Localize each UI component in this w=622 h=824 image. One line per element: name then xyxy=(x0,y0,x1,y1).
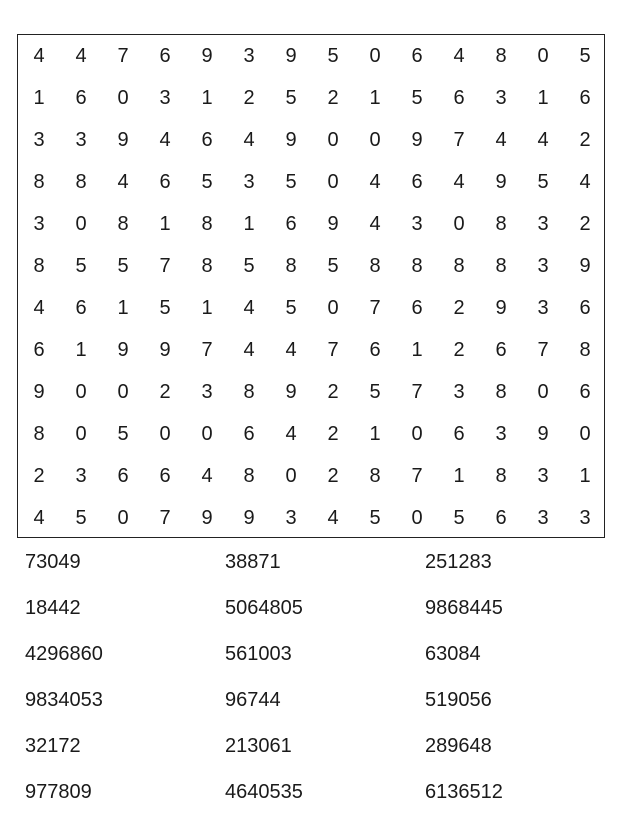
grid-cell[interactable]: 0 xyxy=(117,87,129,109)
grid-cell[interactable]: 0 xyxy=(579,423,591,445)
grid-cell[interactable]: 5 xyxy=(369,507,381,529)
grid-cell[interactable]: 0 xyxy=(411,507,423,529)
grid-cell[interactable]: 5 xyxy=(285,297,297,319)
word-list-item: 18442 xyxy=(25,597,81,619)
grid-cell[interactable]: 6 xyxy=(117,465,129,487)
grid-cell[interactable]: 4 xyxy=(369,171,381,193)
grid-cell[interactable]: 9 xyxy=(159,339,171,361)
grid-cell[interactable]: 1 xyxy=(453,465,465,487)
grid-cell[interactable]: 1 xyxy=(369,423,381,445)
grid-cell[interactable]: 6 xyxy=(411,45,423,67)
grid-cell[interactable]: 6 xyxy=(453,423,465,445)
grid-cell[interactable]: 1 xyxy=(117,297,129,319)
number-list xyxy=(25,548,605,824)
grid-cell[interactable]: 8 xyxy=(495,255,507,277)
grid-cell[interactable]: 4 xyxy=(33,297,45,319)
grid-cell[interactable]: 2 xyxy=(327,87,339,109)
grid-cell[interactable]: 5 xyxy=(201,171,213,193)
grid-cell[interactable]: 5 xyxy=(327,45,339,67)
grid-cell[interactable]: 2 xyxy=(453,339,465,361)
grid-cell[interactable]: 8 xyxy=(453,255,465,277)
grid-cell[interactable]: 9 xyxy=(327,213,339,235)
grid-cell[interactable]: 6 xyxy=(159,465,171,487)
grid-cell[interactable]: 9 xyxy=(201,45,213,67)
grid-cell[interactable]: 8 xyxy=(75,171,87,193)
grid-cell[interactable]: 7 xyxy=(453,129,465,151)
grid-cell[interactable]: 4 xyxy=(285,423,297,445)
grid-cell[interactable]: 8 xyxy=(495,381,507,403)
grid-cell[interactable]: 4 xyxy=(537,129,549,151)
word-list-item: 73049 xyxy=(25,551,81,573)
grid-cell[interactable]: 2 xyxy=(327,465,339,487)
grid-cell[interactable]: 3 xyxy=(75,465,87,487)
grid-cell[interactable]: 6 xyxy=(75,87,87,109)
grid-cell[interactable]: 4 xyxy=(117,171,129,193)
word-list-item: 289648 xyxy=(425,735,492,757)
word-list-item: 9868445 xyxy=(425,597,503,619)
grid-cell[interactable]: 2 xyxy=(579,129,591,151)
grid-cell[interactable]: 6 xyxy=(243,423,255,445)
grid-cell[interactable]: 4 xyxy=(369,213,381,235)
grid-cell[interactable]: 6 xyxy=(579,297,591,319)
grid-cell[interactable]: 8 xyxy=(33,171,45,193)
grid-cell[interactable]: 8 xyxy=(201,213,213,235)
grid-cell[interactable]: 9 xyxy=(117,339,129,361)
grid-cell[interactable]: 9 xyxy=(285,45,297,67)
grid-cell[interactable]: 6 xyxy=(495,339,507,361)
grid-cell[interactable]: 1 xyxy=(579,465,591,487)
word-list-item: 6136512 xyxy=(425,781,503,803)
grid-cell[interactable]: 9 xyxy=(495,171,507,193)
grid-cell[interactable]: 1 xyxy=(537,87,549,109)
grid-cell[interactable]: 3 xyxy=(243,171,255,193)
grid-cell[interactable]: 0 xyxy=(537,381,549,403)
grid-cell[interactable]: 8 xyxy=(33,255,45,277)
word-list-item: 5064805 xyxy=(225,597,303,619)
grid-cell[interactable]: 0 xyxy=(327,171,339,193)
grid-cell[interactable]: 9 xyxy=(495,297,507,319)
grid-cell[interactable]: 6 xyxy=(285,213,297,235)
word-list-item: 213061 xyxy=(225,735,292,757)
grid-cell[interactable]: 7 xyxy=(537,339,549,361)
grid-cell[interactable]: 5 xyxy=(285,87,297,109)
grid-cell[interactable]: 4 xyxy=(495,129,507,151)
grid-cell[interactable]: 5 xyxy=(159,297,171,319)
grid-cell[interactable]: 3 xyxy=(75,129,87,151)
word-list-item: 9834053 xyxy=(25,689,103,711)
grid-cell[interactable]: 5 xyxy=(453,507,465,529)
grid-cell[interactable]: 8 xyxy=(495,213,507,235)
grid-cell[interactable]: 3 xyxy=(495,87,507,109)
grid-cell[interactable]: 9 xyxy=(285,129,297,151)
grid-cell[interactable]: 8 xyxy=(117,213,129,235)
grid-cell[interactable]: 3 xyxy=(243,45,255,67)
grid-cell[interactable]: 6 xyxy=(33,339,45,361)
grid-cell[interactable]: 3 xyxy=(495,423,507,445)
grid-cell[interactable]: 4 xyxy=(201,465,213,487)
grid-cell[interactable]: 6 xyxy=(369,339,381,361)
grid-cell[interactable]: 7 xyxy=(369,297,381,319)
number-search-grid xyxy=(17,34,605,538)
grid-cell[interactable]: 1 xyxy=(243,213,255,235)
grid-cell[interactable]: 0 xyxy=(117,381,129,403)
grid-cell[interactable]: 8 xyxy=(201,255,213,277)
grid-cell[interactable]: 4 xyxy=(453,45,465,67)
grid-cell[interactable]: 7 xyxy=(159,507,171,529)
grid-cell[interactable]: 9 xyxy=(537,423,549,445)
grid-cell[interactable]: 9 xyxy=(579,255,591,277)
grid-cell[interactable]: 8 xyxy=(285,255,297,277)
word-list-item: 251283 xyxy=(425,551,492,573)
grid-cell[interactable]: 6 xyxy=(201,129,213,151)
grid-cell[interactable]: 4 xyxy=(33,45,45,67)
grid-cell[interactable]: 0 xyxy=(75,381,87,403)
grid-cell[interactable]: 3 xyxy=(537,255,549,277)
grid-cell[interactable]: 6 xyxy=(411,297,423,319)
word-list-item: 519056 xyxy=(425,689,492,711)
grid-cell[interactable]: 2 xyxy=(453,297,465,319)
grid-cell[interactable]: 9 xyxy=(201,507,213,529)
grid-cell[interactable]: 1 xyxy=(159,213,171,235)
grid-cell[interactable]: 1 xyxy=(369,87,381,109)
grid-cell[interactable]: 3 xyxy=(201,381,213,403)
grid-cell[interactable]: 0 xyxy=(285,465,297,487)
grid-cell[interactable]: 2 xyxy=(159,381,171,403)
grid-cell[interactable]: 2 xyxy=(327,381,339,403)
grid-cell[interactable]: 0 xyxy=(75,213,87,235)
grid-cell[interactable]: 3 xyxy=(453,381,465,403)
grid-cell[interactable]: 0 xyxy=(75,423,87,445)
grid-cell[interactable]: 8 xyxy=(33,423,45,445)
grid-cell[interactable]: 5 xyxy=(369,381,381,403)
grid-cell[interactable]: 3 xyxy=(537,465,549,487)
grid-cell[interactable]: 6 xyxy=(579,381,591,403)
grid-cell[interactable]: 5 xyxy=(75,507,87,529)
grid-cell[interactable]: 0 xyxy=(369,45,381,67)
grid-cell[interactable]: 8 xyxy=(495,465,507,487)
grid-cell[interactable]: 7 xyxy=(327,339,339,361)
grid-cell[interactable]: 2 xyxy=(33,465,45,487)
grid-cell[interactable]: 8 xyxy=(411,255,423,277)
grid-cell[interactable]: 1 xyxy=(201,87,213,109)
word-list-item: 63084 xyxy=(425,643,481,665)
grid-cell[interactable]: 3 xyxy=(33,213,45,235)
grid-cell[interactable]: 8 xyxy=(243,381,255,403)
grid-cell[interactable]: 4 xyxy=(243,129,255,151)
word-list-item: 4640535 xyxy=(225,781,303,803)
grid-cell[interactable]: 7 xyxy=(159,255,171,277)
grid-cell[interactable]: 7 xyxy=(411,465,423,487)
grid-cell[interactable]: 5 xyxy=(411,87,423,109)
grid-cell[interactable]: 1 xyxy=(201,297,213,319)
grid-cell[interactable]: 9 xyxy=(117,129,129,151)
grid-cell[interactable]: 8 xyxy=(243,465,255,487)
grid-cell[interactable]: 0 xyxy=(159,423,171,445)
grid-cell[interactable]: 4 xyxy=(453,171,465,193)
grid-cell[interactable]: 8 xyxy=(369,465,381,487)
grid-cell[interactable]: 4 xyxy=(579,171,591,193)
grid-cell[interactable]: 2 xyxy=(243,87,255,109)
grid-cell[interactable]: 2 xyxy=(579,213,591,235)
grid-cell[interactable]: 8 xyxy=(369,255,381,277)
grid-cell[interactable]: 8 xyxy=(495,45,507,67)
grid-cell[interactable]: 0 xyxy=(453,213,465,235)
grid-cell[interactable]: 4 xyxy=(159,129,171,151)
grid-cell[interactable]: 6 xyxy=(159,45,171,67)
word-list-item: 561003 xyxy=(225,643,292,665)
grid-cell[interactable]: 1 xyxy=(411,339,423,361)
grid-cell[interactable]: 3 xyxy=(537,297,549,319)
grid-cell[interactable]: 3 xyxy=(537,507,549,529)
grid-cell[interactable]: 7 xyxy=(117,45,129,67)
grid-cell[interactable]: 6 xyxy=(75,297,87,319)
word-list-item: 96744 xyxy=(225,689,281,711)
grid-cell[interactable]: 4 xyxy=(327,507,339,529)
grid-cell[interactable]: 6 xyxy=(453,87,465,109)
grid-cell[interactable]: 5 xyxy=(327,255,339,277)
grid-cell[interactable]: 7 xyxy=(201,339,213,361)
grid-cell[interactable]: 0 xyxy=(537,45,549,67)
grid-cell[interactable]: 0 xyxy=(327,129,339,151)
grid-cell[interactable]: 3 xyxy=(33,129,45,151)
grid-cell[interactable]: 4 xyxy=(285,339,297,361)
grid-cell[interactable]: 3 xyxy=(579,507,591,529)
grid-cell[interactable]: 7 xyxy=(411,381,423,403)
grid-cell[interactable]: 0 xyxy=(411,423,423,445)
grid-cell[interactable]: 1 xyxy=(75,339,87,361)
grid-cell[interactable]: 1 xyxy=(33,87,45,109)
grid-cell[interactable]: 6 xyxy=(159,171,171,193)
grid-cell[interactable]: 3 xyxy=(285,507,297,529)
grid-cell[interactable]: 0 xyxy=(369,129,381,151)
grid-cell[interactable]: 5 xyxy=(243,255,255,277)
word-list-item: 38871 xyxy=(225,551,281,573)
grid-cell[interactable]: 6 xyxy=(579,87,591,109)
grid-cell[interactable]: 6 xyxy=(495,507,507,529)
grid-cell[interactable]: 5 xyxy=(537,171,549,193)
grid-cell[interactable]: 6 xyxy=(411,171,423,193)
grid-cell[interactable]: 5 xyxy=(579,45,591,67)
grid-cell[interactable]: 4 xyxy=(75,45,87,67)
word-list-item: 4296860 xyxy=(25,643,103,665)
grid-cell[interactable]: 0 xyxy=(327,297,339,319)
grid-cell[interactable]: 3 xyxy=(537,213,549,235)
grid-cell[interactable]: 3 xyxy=(159,87,171,109)
grid-cell[interactable]: 5 xyxy=(75,255,87,277)
grid-cell[interactable]: 9 xyxy=(411,129,423,151)
grid-cell[interactable]: 4 xyxy=(243,339,255,361)
grid-cell[interactable]: 3 xyxy=(411,213,423,235)
grid-cell[interactable]: 5 xyxy=(117,255,129,277)
word-list-item: 32172 xyxy=(25,735,81,757)
grid-cell[interactable]: 8 xyxy=(579,339,591,361)
grid-cell[interactable]: 2 xyxy=(327,423,339,445)
grid-cell[interactable]: 9 xyxy=(243,507,255,529)
grid-cell[interactable]: 4 xyxy=(33,507,45,529)
grid-cell[interactable]: 4 xyxy=(243,297,255,319)
grid-cell[interactable]: 9 xyxy=(285,381,297,403)
grid-cell[interactable]: 5 xyxy=(285,171,297,193)
grid-cell[interactable]: 0 xyxy=(201,423,213,445)
grid-cell[interactable]: 9 xyxy=(33,381,45,403)
word-list-item: 977809 xyxy=(25,781,92,803)
grid-cell[interactable]: 5 xyxy=(117,423,129,445)
grid-cell[interactable]: 0 xyxy=(117,507,129,529)
